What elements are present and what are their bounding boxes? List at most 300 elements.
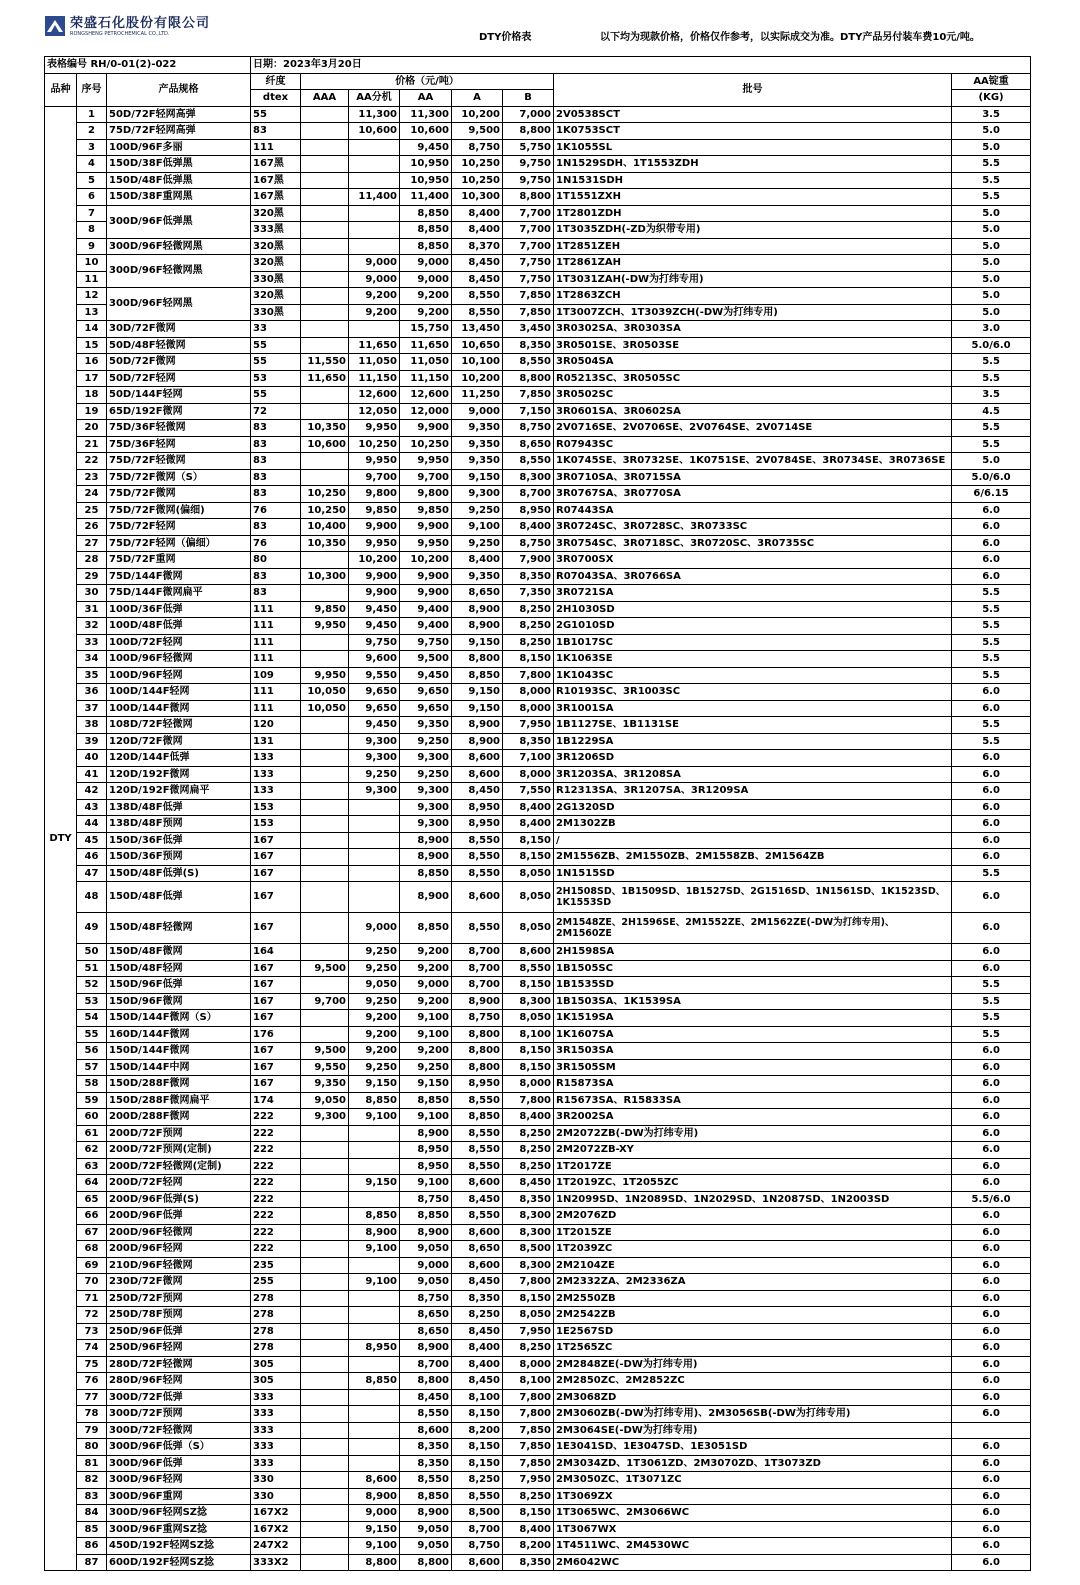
table-row [45, 832, 1031, 849]
meta-row [45, 57, 1031, 74]
seq-cell: 60 [77, 1109, 107, 1126]
batch-cell: 2M2550ZB [554, 1290, 952, 1307]
batch-cell: 1N2099SD、1N2089SD、1N2029SD、1N2087SD、1N2003SD [554, 1191, 952, 1208]
spec-cell: 150D/144F微网（S） [107, 1010, 251, 1027]
weight-cell: 6.0 [952, 1356, 1031, 1373]
price-aa-split-cell: 9,850 [349, 502, 400, 519]
price-b-cell: 7,350 [503, 585, 554, 602]
seq-cell: 83 [77, 1488, 107, 1505]
fineness-cell: 167 [251, 865, 301, 882]
fineness-cell: 111 [251, 634, 301, 651]
price-aa-split-cell: 9,250 [349, 993, 400, 1010]
weight-cell: 6.0 [952, 1554, 1031, 1571]
price-aa-cell: 8,900 [400, 882, 452, 913]
weight-cell: 5.0 [952, 222, 1031, 239]
price-aa-cell: 10,950 [400, 156, 452, 173]
batch-cell: R07443SA [554, 502, 952, 519]
table-row [45, 1257, 1031, 1274]
seq-cell: 12 [77, 288, 107, 305]
weight-cell: 6.0 [952, 1092, 1031, 1109]
price-aaa-cell [301, 1208, 349, 1225]
price-aa-cell: 9,500 [400, 651, 452, 668]
price-aaa-cell [301, 469, 349, 486]
fineness-cell: 167黑 [251, 189, 301, 206]
batch-cell: / [554, 832, 952, 849]
fineness-cell: 111 [251, 700, 301, 717]
weight-cell: 6.0 [952, 1158, 1031, 1175]
fineness-cell: 131 [251, 733, 301, 750]
price-aa-split-cell: 9,450 [349, 601, 400, 618]
table-row [45, 189, 1031, 206]
price-aa-split-cell: 8,950 [349, 1340, 400, 1357]
fineness-cell: 222 [251, 1224, 301, 1241]
price-b-cell: 7,800 [503, 667, 554, 684]
seq-cell: 77 [77, 1389, 107, 1406]
batch-cell: 1T2851ZEH [554, 238, 952, 255]
batch-cell: 2M2542ZB [554, 1307, 952, 1324]
seq-cell: 37 [77, 700, 107, 717]
seq-cell: 52 [77, 977, 107, 994]
price-b-cell: 8,350 [503, 733, 554, 750]
price-aa-split-cell [349, 222, 400, 239]
price-aa-cell: 8,800 [400, 1373, 452, 1390]
fineness-cell: 167 [251, 960, 301, 977]
batch-cell: 1T2863ZCH [554, 288, 952, 305]
price-b-cell: 8,150 [503, 651, 554, 668]
fineness-cell: 222 [251, 1208, 301, 1225]
price-aa-split-cell: 9,300 [349, 733, 400, 750]
spec-cell: 150D/96F低弹 [107, 977, 251, 994]
weight-cell: 6.0 [952, 1323, 1031, 1340]
seq-cell: 14 [77, 321, 107, 338]
spec-cell: 75D/36F轻网 [107, 436, 251, 453]
spec-cell: 200D/96F轻微网 [107, 1224, 251, 1241]
price-a-cell: 8,450 [452, 1323, 503, 1340]
batch-cell: 3R0700SX [554, 552, 952, 569]
price-aaa-cell [301, 651, 349, 668]
batch-cell: 1K1063SE [554, 651, 952, 668]
price-aa-split-cell: 9,600 [349, 651, 400, 668]
price-aaa-cell [301, 304, 349, 321]
fineness-cell: 55 [251, 387, 301, 404]
price-aa-split-cell: 9,700 [349, 469, 400, 486]
seq-cell: 56 [77, 1043, 107, 1060]
price-b-cell: 8,400 [503, 816, 554, 833]
spec-cell: 200D/72F预网(定制) [107, 1142, 251, 1159]
seq-cell: 13 [77, 304, 107, 321]
weight-cell: 5.5 [952, 717, 1031, 734]
col-batch-header: 批号 [554, 73, 952, 106]
batch-cell: 3R1206SD [554, 750, 952, 767]
spec-cell: 150D/96F微网 [107, 993, 251, 1010]
table-row [45, 1208, 1031, 1225]
price-a-cell: 9,150 [452, 684, 503, 701]
table-row [45, 1488, 1031, 1505]
batch-cell: R15673SA、R15833SA [554, 1092, 952, 1109]
seq-cell: 20 [77, 420, 107, 437]
weight-cell [952, 1422, 1031, 1439]
price-b-cell: 7,100 [503, 750, 554, 767]
batch-cell: 3R1505SM [554, 1059, 952, 1076]
spec-cell: 300D/96F重网SZ捻 [107, 1521, 251, 1538]
price-aaa-cell [301, 1439, 349, 1456]
weight-cell: 5.5 [952, 667, 1031, 684]
seq-cell: 72 [77, 1307, 107, 1324]
price-aa-cell: 9,000 [400, 977, 452, 994]
price-aa-cell: 8,900 [400, 849, 452, 866]
price-aa-split-cell [349, 799, 400, 816]
table-row [45, 387, 1031, 404]
price-aa-cell: 8,450 [400, 1389, 452, 1406]
spec-cell: 210D/96F轻微网 [107, 1257, 251, 1274]
fineness-cell: 83 [251, 420, 301, 437]
price-aa-cell: 8,950 [400, 1142, 452, 1159]
price-aaa-cell: 9,300 [301, 1109, 349, 1126]
price-aa-split-cell [349, 205, 400, 222]
price-aaa-cell [301, 585, 349, 602]
seq-cell: 21 [77, 436, 107, 453]
spec-cell: 75D/72F微网（S） [107, 469, 251, 486]
price-aa-cell: 9,100 [400, 1109, 452, 1126]
price-aaa-cell [301, 1373, 349, 1390]
price-aaa-cell [301, 238, 349, 255]
table-row [45, 1274, 1031, 1291]
spec-cell: 150D/48F低弹 [107, 882, 251, 913]
batch-cell: 1B1535SD [554, 977, 952, 994]
table-row [45, 750, 1031, 767]
price-aa-cell: 9,300 [400, 750, 452, 767]
price-aaa-cell [301, 1191, 349, 1208]
price-b-cell: 7,950 [503, 1323, 554, 1340]
price-a-cell: 8,600 [452, 882, 503, 913]
spec-cell: 120D/192F微网 [107, 766, 251, 783]
fineness-cell: 167 [251, 882, 301, 913]
weight-cell: 5.5 [952, 370, 1031, 387]
price-a-cell: 9,250 [452, 502, 503, 519]
weight-cell: 5.5 [952, 977, 1031, 994]
price-aaa-cell [301, 172, 349, 189]
variety-cell: DTY [45, 106, 77, 1571]
price-aa-cell: 8,700 [400, 1356, 452, 1373]
price-a-cell: 8,700 [452, 944, 503, 961]
price-aa-cell: 9,250 [400, 1059, 452, 1076]
weight-cell: 6.0 [952, 1059, 1031, 1076]
batch-cell: 2M2104ZE [554, 1257, 952, 1274]
price-a-cell: 13,450 [452, 321, 503, 338]
price-a-cell: 8,950 [452, 816, 503, 833]
price-a-cell: 9,150 [452, 700, 503, 717]
seq-cell: 62 [77, 1142, 107, 1159]
seq-cell: 79 [77, 1422, 107, 1439]
table-row [45, 370, 1031, 387]
price-aa-split-cell: 9,900 [349, 568, 400, 585]
table-row [45, 337, 1031, 354]
price-aa-split-cell [349, 816, 400, 833]
price-aa-split-cell [349, 832, 400, 849]
price-aaa-cell: 10,350 [301, 420, 349, 437]
table-row [45, 766, 1031, 783]
weight-cell: 5.5 [952, 585, 1031, 602]
table-row [45, 1373, 1031, 1390]
price-aa-cell: 8,850 [400, 1208, 452, 1225]
spec-cell: 200D/96F低弹(S) [107, 1191, 251, 1208]
spec-cell: 150D/38F低弹黑 [107, 156, 251, 173]
fineness-cell: 167 [251, 977, 301, 994]
price-a-cell: 8,100 [452, 1389, 503, 1406]
price-aa-split-cell: 9,250 [349, 1059, 400, 1076]
spec-cell: 150D/48F低弹黑 [107, 172, 251, 189]
table-row [45, 255, 1031, 272]
weight-cell: 5.5 [952, 420, 1031, 437]
price-aa-cell: 9,200 [400, 1043, 452, 1060]
price-aa-split-cell: 9,200 [349, 1010, 400, 1027]
price-b-cell: 8,050 [503, 882, 554, 913]
price-aa-split-cell: 12,600 [349, 387, 400, 404]
spec-cell: 75D/72F微网(偏细) [107, 502, 251, 519]
seq-cell: 9 [77, 238, 107, 255]
spec-cell: 200D/72F轻网 [107, 1175, 251, 1192]
spec-cell: 200D/96F轻网 [107, 1241, 251, 1258]
price-a-cell: 8,600 [452, 1224, 503, 1241]
weight-cell: 6.0 [952, 1340, 1031, 1357]
price-a-cell: 8,550 [452, 832, 503, 849]
weight-cell: 3.5 [952, 387, 1031, 404]
spec-cell: 75D/72F轻网 [107, 519, 251, 536]
price-aa-split-cell: 9,000 [349, 1505, 400, 1522]
table-row [45, 1554, 1031, 1571]
price-b-cell: 7,550 [503, 783, 554, 800]
price-aa-cell: 9,300 [400, 783, 452, 800]
fineness-cell: 167X2 [251, 1521, 301, 1538]
price-b-cell: 8,250 [503, 634, 554, 651]
price-a-cell: 8,450 [452, 1274, 503, 1291]
price-a-cell: 8,850 [452, 1109, 503, 1126]
price-b-cell: 7,800 [503, 1389, 554, 1406]
price-a-cell: 8,550 [452, 1092, 503, 1109]
price-aaa-cell [301, 288, 349, 305]
table-row [45, 1125, 1031, 1142]
seq-cell: 50 [77, 944, 107, 961]
weight-cell: 5.5 [952, 189, 1031, 206]
price-a-cell: 8,750 [452, 139, 503, 156]
price-aaa-cell [301, 1142, 349, 1159]
spec-cell: 50D/72F微网 [107, 354, 251, 371]
price-aa-cell: 9,100 [400, 1010, 452, 1027]
price-b-cell: 8,100 [503, 1373, 554, 1390]
fineness-cell: 167 [251, 1043, 301, 1060]
spec-cell: 120D/72F微网 [107, 733, 251, 750]
weight-cell: 5.5 [952, 172, 1031, 189]
table-row [45, 601, 1031, 618]
fineness-cell: 55 [251, 337, 301, 354]
price-b-cell: 8,250 [503, 1158, 554, 1175]
weight-cell: 6.0 [952, 1488, 1031, 1505]
price-aa-cell: 10,250 [400, 436, 452, 453]
batch-cell: 1T3007ZCH、1T3039ZCH(-DW为打纬专用) [554, 304, 952, 321]
price-b-cell: 7,850 [503, 288, 554, 305]
table-row [45, 123, 1031, 140]
price-aa-split-cell: 9,900 [349, 585, 400, 602]
price-aaa-cell [301, 799, 349, 816]
weight-cell: 5.5 [952, 1026, 1031, 1043]
fineness-cell: 72 [251, 403, 301, 420]
table-row [45, 139, 1031, 156]
table-row [45, 1389, 1031, 1406]
spec-cell: 150D/144F微网 [107, 1043, 251, 1060]
batch-cell: 1K1519SA [554, 1010, 952, 1027]
price-b-cell: 8,250 [503, 601, 554, 618]
price-aa-split-cell [349, 1142, 400, 1159]
price-aa-cell: 11,050 [400, 354, 452, 371]
weight-cell: 6.0 [952, 568, 1031, 585]
fineness-cell: 320黑 [251, 238, 301, 255]
price-b-cell: 7,950 [503, 717, 554, 734]
seq-cell: 27 [77, 535, 107, 552]
price-aa-cell: 8,950 [400, 1158, 452, 1175]
weight-cell: 5.0 [952, 255, 1031, 272]
batch-cell: 2V0716SE、2V0706SE、2V0764SE、2V0714SE [554, 420, 952, 437]
seq-cell: 81 [77, 1455, 107, 1472]
batch-cell: 3R0502SC [554, 387, 952, 404]
price-aa-split-cell: 9,150 [349, 1521, 400, 1538]
price-aaa-cell [301, 106, 349, 123]
weight-cell: 6.0 [952, 1175, 1031, 1192]
col-aa-split-header: AA分机 [349, 90, 400, 107]
price-aa-cell: 8,850 [400, 222, 452, 239]
batch-cell: 3R1203SA、3R1208SA [554, 766, 952, 783]
price-a-cell: 8,550 [452, 1158, 503, 1175]
price-b-cell: 8,400 [503, 519, 554, 536]
seq-cell: 38 [77, 717, 107, 734]
sheet-header [44, 14, 1044, 54]
seq-cell: 29 [77, 568, 107, 585]
fineness-cell: 278 [251, 1290, 301, 1307]
price-aaa-cell: 9,700 [301, 993, 349, 1010]
batch-cell: 2M1302ZB [554, 816, 952, 833]
price-b-cell: 8,050 [503, 1010, 554, 1027]
batch-cell: 1T2039ZC [554, 1241, 952, 1258]
price-b-cell: 8,150 [503, 1290, 554, 1307]
fineness-cell: 278 [251, 1323, 301, 1340]
price-a-cell: 8,450 [452, 1191, 503, 1208]
price-aa-split-cell: 9,050 [349, 977, 400, 994]
price-a-cell: 8,800 [452, 1026, 503, 1043]
batch-cell: 1B1505SC [554, 960, 952, 977]
fineness-cell: 333 [251, 1439, 301, 1456]
fineness-cell: 120 [251, 717, 301, 734]
price-aa-split-cell: 9,100 [349, 1109, 400, 1126]
table-row [45, 1455, 1031, 1472]
company-logo [44, 14, 210, 38]
price-b-cell: 3,450 [503, 321, 554, 338]
price-b-cell: 8,350 [503, 1191, 554, 1208]
price-aa-cell: 9,100 [400, 1175, 452, 1192]
price-aaa-cell [301, 1274, 349, 1291]
fineness-cell: 305 [251, 1356, 301, 1373]
price-a-cell: 10,200 [452, 370, 503, 387]
batch-cell: 1N1531SDH [554, 172, 952, 189]
spec-cell: 250D/72F预网 [107, 1290, 251, 1307]
batch-cell: 2H1598SA [554, 944, 952, 961]
col-price-group-header: 价格（元/吨） [301, 73, 554, 90]
batch-cell: 2M1556ZB、2M1550ZB、2M1558ZB、2M1564ZB [554, 849, 952, 866]
fineness-cell: 133 [251, 750, 301, 767]
price-b-cell: 8,300 [503, 993, 554, 1010]
price-a-cell: 9,350 [452, 420, 503, 437]
price-aa-cell: 8,900 [400, 832, 452, 849]
seq-cell: 68 [77, 1241, 107, 1258]
spec-cell: 150D/48F轻微网 [107, 913, 251, 944]
batch-cell: 1N1529SDH、1T1553ZDH [554, 156, 952, 173]
price-aaa-cell [301, 205, 349, 222]
price-aa-cell: 8,900 [400, 1224, 452, 1241]
fineness-cell: 235 [251, 1257, 301, 1274]
price-b-cell: 7,950 [503, 1472, 554, 1489]
price-aa-cell: 9,000 [400, 271, 452, 288]
spec-cell: 600D/192F轻网SZ捻 [107, 1554, 251, 1571]
price-a-cell: 8,400 [452, 205, 503, 222]
seq-cell: 1 [77, 106, 107, 123]
table-row [45, 1356, 1031, 1373]
price-b-cell: 8,150 [503, 832, 554, 849]
spec-cell: 280D/96F轻网 [107, 1373, 251, 1390]
batch-cell: 3R0501SE、3R0503SE [554, 337, 952, 354]
weight-cell: 6.0 [952, 766, 1031, 783]
table-row [45, 977, 1031, 994]
price-aa-split-cell: 11,050 [349, 354, 400, 371]
table-row [45, 667, 1031, 684]
batch-cell: 2H1030SD [554, 601, 952, 618]
fineness-cell: 333X2 [251, 1554, 301, 1571]
seq-cell: 49 [77, 913, 107, 944]
price-b-cell: 8,750 [503, 420, 554, 437]
price-aa-cell: 9,450 [400, 667, 452, 684]
seq-cell: 15 [77, 337, 107, 354]
spec-cell: 30D/72F微网 [107, 321, 251, 338]
spec-cell: 300D/96F轻网SZ捻 [107, 1505, 251, 1522]
price-aa-split-cell: 9,650 [349, 684, 400, 701]
table-row [45, 849, 1031, 866]
spec-cell: 300D/96F轻微网黑 [107, 255, 251, 288]
seq-cell: 6 [77, 189, 107, 206]
price-b-cell: 8,700 [503, 486, 554, 503]
spec-cell: 150D/48F轻网 [107, 960, 251, 977]
sheet-date: 日期：2023年3月20日 [251, 57, 1031, 74]
batch-cell: 1N1515SD [554, 865, 952, 882]
price-b-cell: 8,150 [503, 977, 554, 994]
price-b-cell: 8,650 [503, 436, 554, 453]
price-aa-split-cell [349, 238, 400, 255]
price-a-cell: 8,550 [452, 1142, 503, 1159]
seq-cell: 54 [77, 1010, 107, 1027]
col-variety-header: 品种 [45, 73, 77, 106]
weight-cell: 6.0 [952, 1043, 1031, 1060]
price-a-cell: 8,450 [452, 271, 503, 288]
table-row [45, 1439, 1031, 1456]
document-note: 以下均为现款价格，价格仅作参考，以实际成交为准。DTY产品另付装车费10元/吨。 [600, 32, 980, 43]
price-aa-split-cell: 9,200 [349, 288, 400, 305]
price-aa-split-cell: 10,250 [349, 436, 400, 453]
price-a-cell: 8,600 [452, 1554, 503, 1571]
spec-cell: 300D/96F低弹黑 [107, 205, 251, 238]
seq-cell: 22 [77, 453, 107, 470]
price-aaa-cell [301, 1241, 349, 1258]
batch-cell: 1E3041SD、1E3047SD、1E3051SD [554, 1439, 952, 1456]
fineness-cell: 333黑 [251, 222, 301, 239]
fineness-cell: 222 [251, 1191, 301, 1208]
fineness-cell: 330 [251, 1488, 301, 1505]
price-aaa-cell [301, 913, 349, 944]
